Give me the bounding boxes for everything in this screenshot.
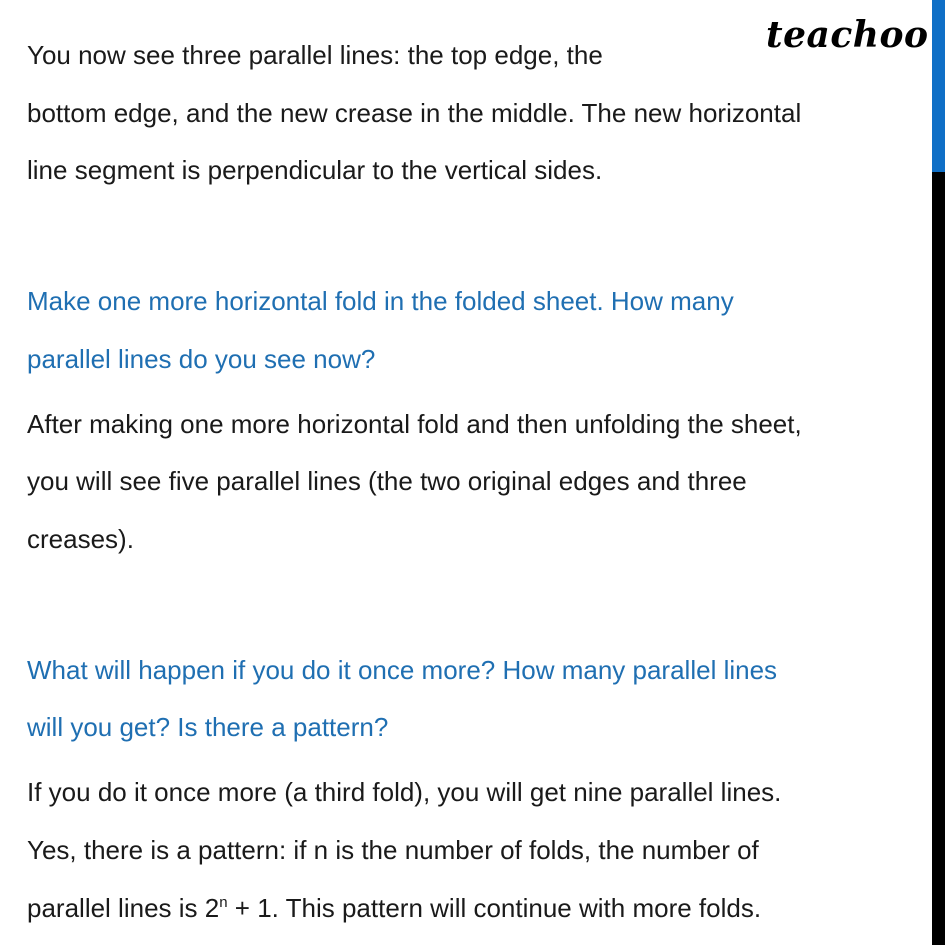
answer-2-line-3-start: parallel lines is 2 xyxy=(27,893,220,923)
question-2-line-1: What will happen if you do it once more? How many parallel lines xyxy=(27,655,778,685)
question-1-line-2: parallel lines do you see now? xyxy=(27,344,376,374)
paragraph-1-line-1: You now see three parallel lines: the top edge, the xyxy=(27,40,603,70)
answer-1-line-3: creases). xyxy=(27,524,134,554)
teachoo-logo: teachoo xyxy=(766,14,929,56)
paragraph-1-line-2: bottom edge, and the new crease in the middle. The new horizontal xyxy=(27,98,802,128)
question-2-line-2: will you get? Is there a pattern? xyxy=(27,712,389,742)
side-scroll-bar xyxy=(932,0,945,945)
answer-1-line-2: you will see five parallel lines (the two original edges and three xyxy=(27,466,747,496)
side-bar-accent xyxy=(932,0,945,172)
answer-2-line-3 xyxy=(27,893,761,923)
question-1-line-1: Make one more horizontal fold in the folded sheet. How many xyxy=(27,286,734,316)
answer-2-line-3-end: + 1. This pattern will continue with more folds. xyxy=(227,893,762,923)
answer-2-line-1: If you do it once more (a third fold), you will get nine parallel lines. xyxy=(27,777,782,807)
exponent-n: n xyxy=(219,894,228,911)
answer-1-line-1: After making one more horizontal fold and then unfolding the sheet, xyxy=(27,409,802,439)
answer-2-line-2: Yes, there is a pattern: if n is the number of folds, the number of xyxy=(27,835,759,865)
paragraph-1-line-3: line segment is perpendicular to the vertical sides. xyxy=(27,155,603,185)
